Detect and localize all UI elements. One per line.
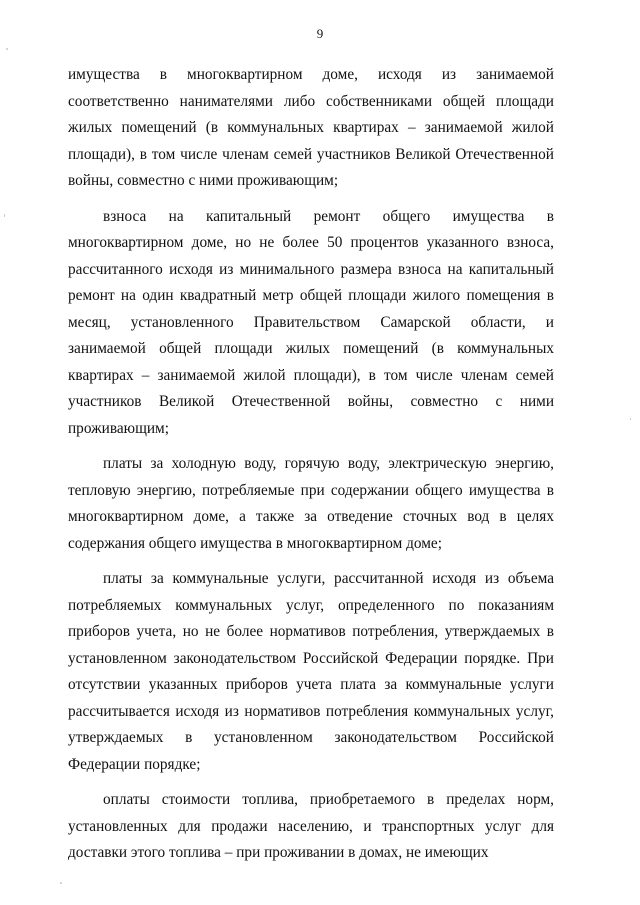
paragraph-communal-services: платы за коммунальные услуги, рассчитанной исходя из объема потребляемых коммунальных услуг, определенного по показаниям приборов учета, но не более нормативов потребления, утверждаемых в установленном законодательством Российской Федерации порядке. При отсутствии указанных приборов учета плата за коммунальные услуги рассчитывается исходя из нормативов потребления коммунальных услуг, утверждаемых в установленном законодательством Российской Федерации порядке; [68,570,554,773]
scan-artifact [630,418,631,420]
page-number: 9 [316,26,324,41]
scan-artifact [60,882,62,884]
paragraph-utilities-common: платы за холодную воду, горячую воду, электрическую энергию, тепловую энергию, потребляемые при содержании общего имущества в многоквартирном доме, а также за отведение сточных вод в целях содержания общего имущества в многоквартирном доме; [68,455,554,552]
scan-artifact [4,214,5,217]
document-body [68,62,554,867]
scan-artifact [6,48,8,50]
paragraph-capital-repair: взноса на капитальный ремонт общего имущества в многоквартирном доме, но не более 50 процентов указанного взноса, рассчитанного исходя из минимального размера взноса на капитальный ремонт на один квадратный метр общей площади жилого помещения в месяц, установленного Правительством Самарской области, и занимаемой общей площади жилых помещений (в коммунальных квартирах – занимаемой жилой площади), в том числе членам семей участников Великой Отечественной войны, совместно с ними проживающим; [68,207,554,437]
paragraph-continued: имущества в многоквартирном доме, исходя из занимаемой соответственно нанимателями либо собственниками общей площади жилых помещений (в коммунальных квартирах – занимаемой жилой площади), в том числе членам семей участников Великой Отечественной войны, совместно с ними проживающим; [68,66,554,189]
paragraph-fuel: оплаты стоимости топлива, приобретаемого в пределах норм, установленных для продажи населению, и транспортных услуг для доставки этого топлива – при проживании в домах, не имеющих [68,791,554,861]
